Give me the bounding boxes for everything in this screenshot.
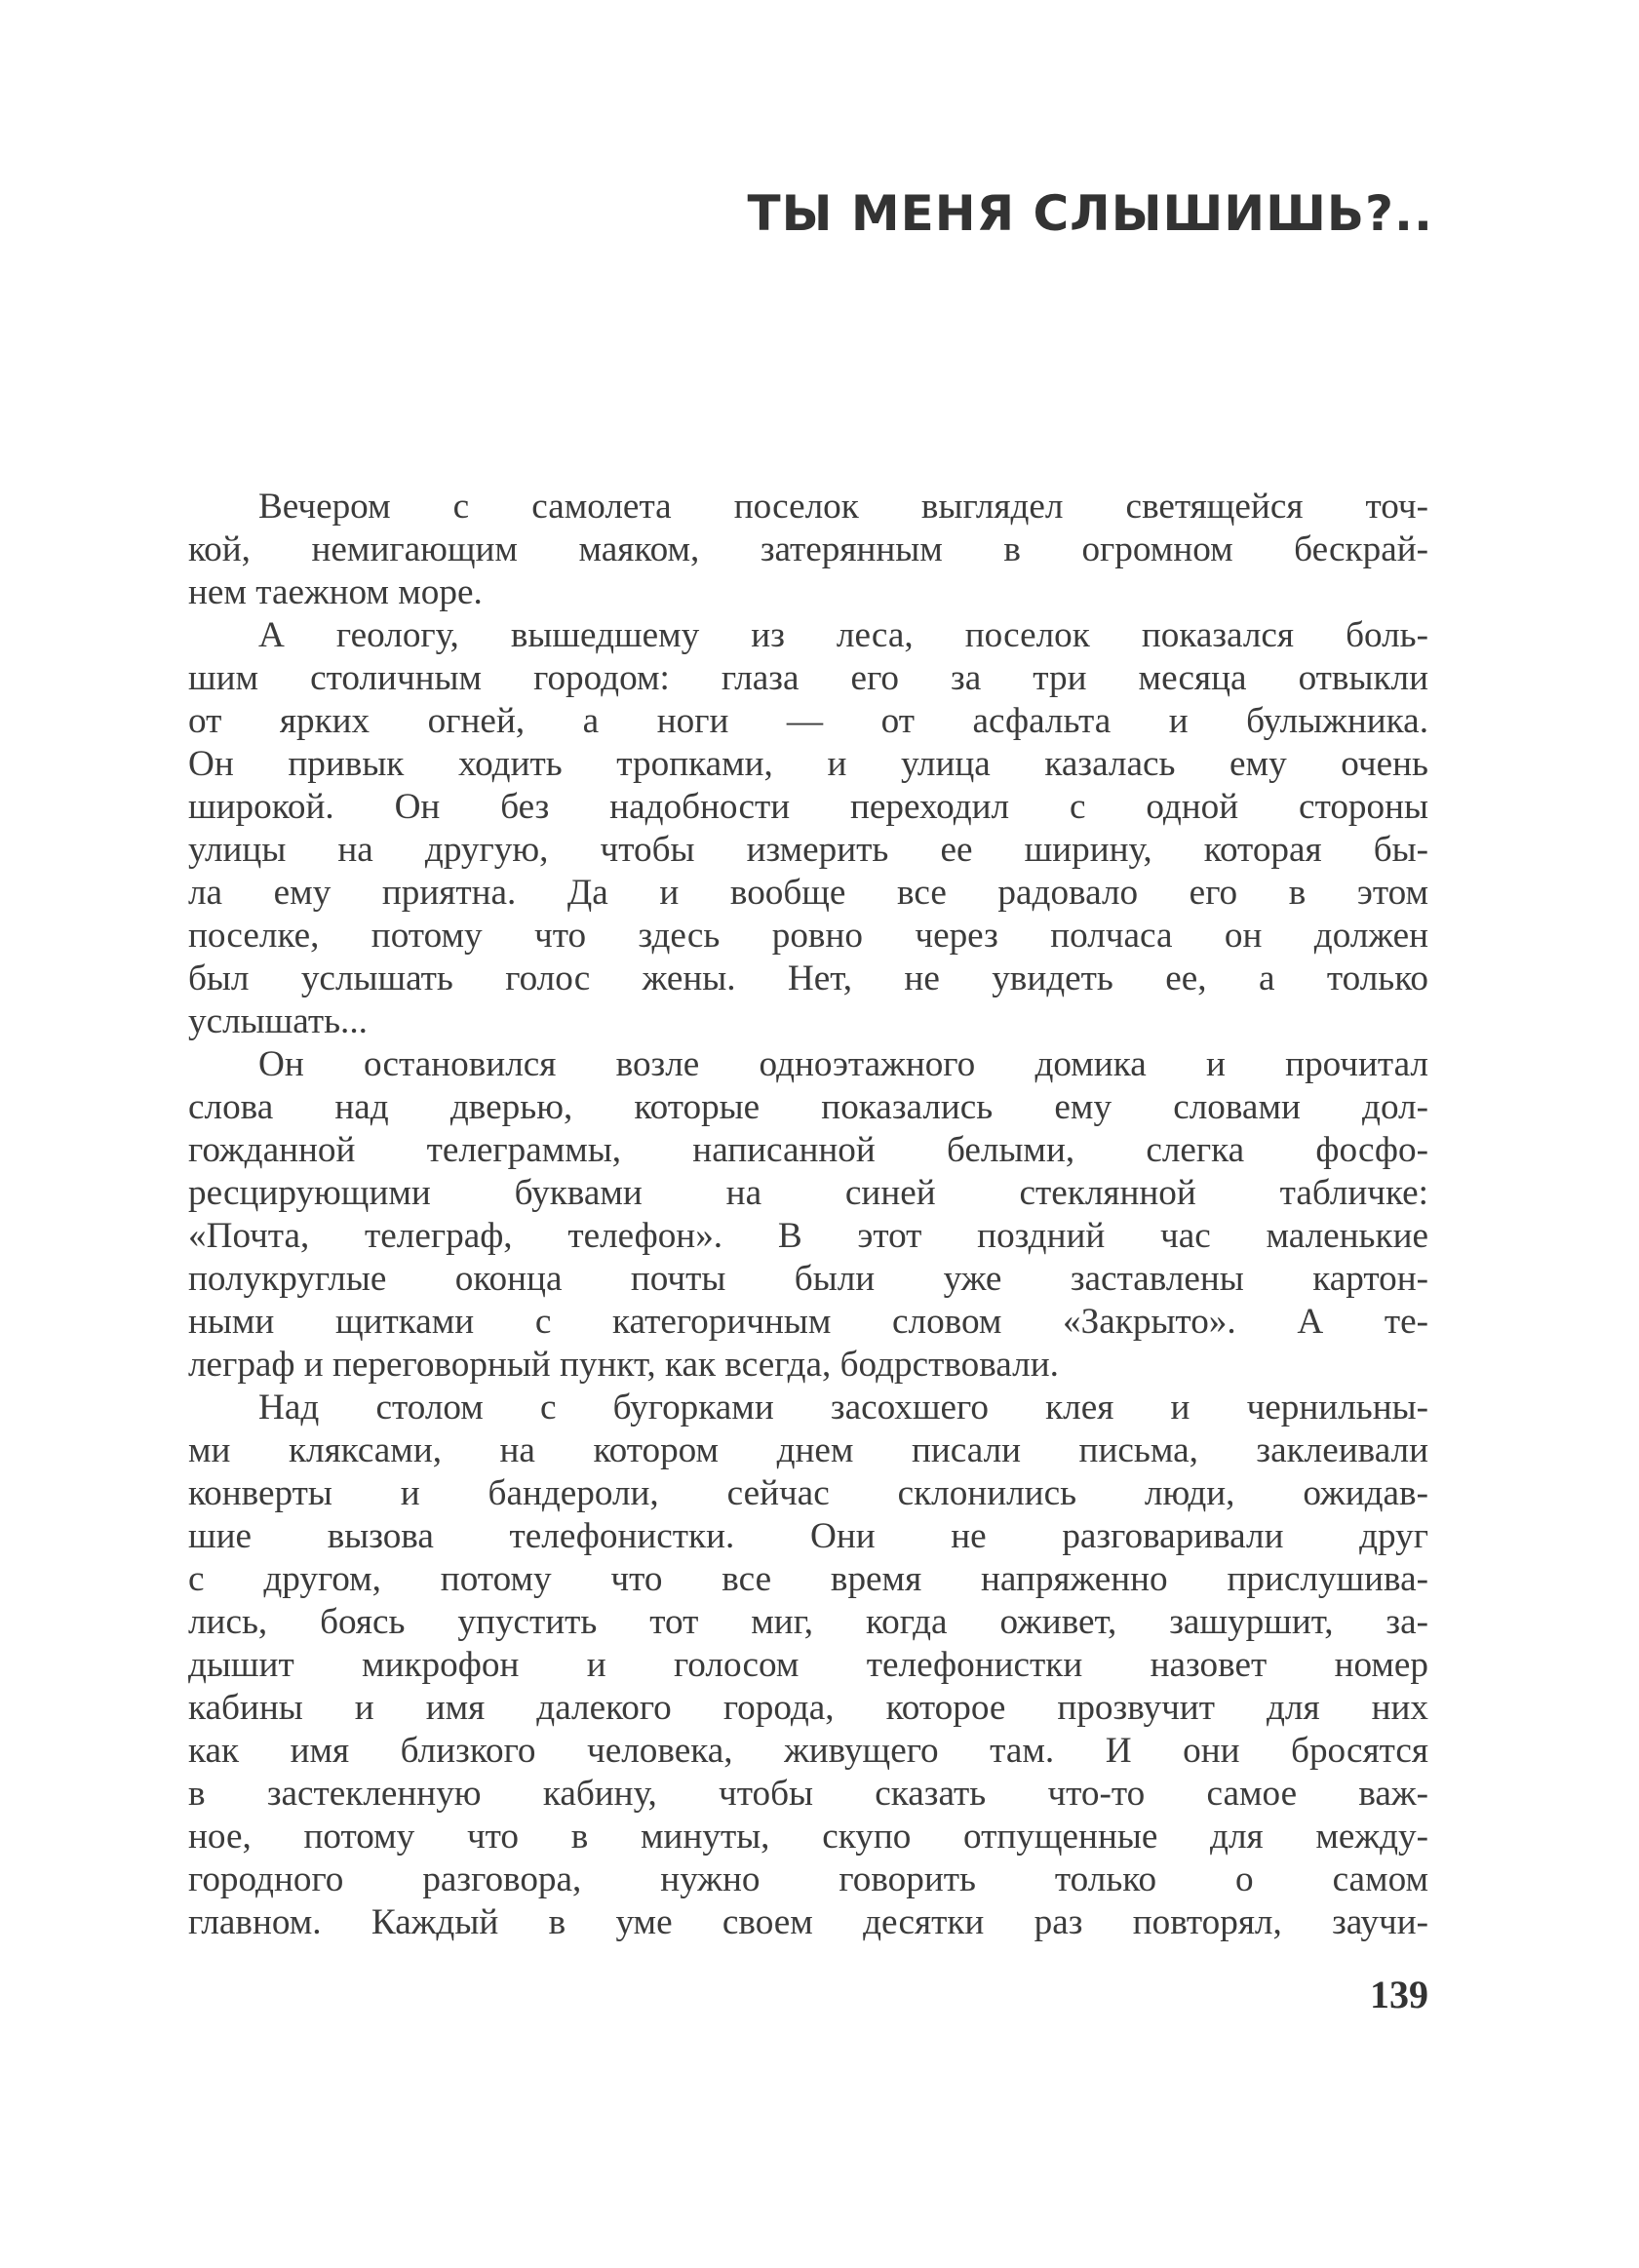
text-line: был услышать голос жены. Нет, не увидеть ее, а только (188, 958, 1428, 998)
text-line: ресцирующими буквами на синей стеклянной табличке: (188, 1173, 1428, 1213)
text-line: «Почта, телеграф, телефон». В этот поздний час маленькие (188, 1216, 1428, 1256)
text-line: городного разговора, нужно говорить только о самом (188, 1859, 1428, 1899)
text-line: с другом, потому что все время напряженно прислушива- (188, 1559, 1428, 1599)
text-line: улицы на другую, чтобы измерить ее ширину, которая бы- (188, 830, 1428, 870)
text-line: Вечером с самолета поселок выглядел светящейся точ- (258, 487, 1428, 527)
text-line: поселке, потому что здесь ровно через полчаса он должен (188, 916, 1428, 956)
text-line: кой, немигающим маяком, затерянным в огромном бескрай- (188, 529, 1428, 569)
text-line: ла ему приятна. Да и вообще все радовало его в этом (188, 873, 1428, 913)
text-line: широкой. Он без надобности переходил с одной стороны (188, 787, 1428, 827)
text-line: как имя близкого человека, живущего там. И они бросятся (188, 1731, 1428, 1771)
text-line: главном. Каждый в уме своем десятки раз повторял, заучи- (188, 1902, 1428, 1942)
paragraph (188, 614, 1428, 1043)
chapter-title: ТЫ МЕНЯ СЛЫШИШЬ?.. (747, 185, 1433, 242)
text-line: А геологу, вышедшему из леса, поселок показался боль- (258, 615, 1428, 655)
text-line: Над столом с бугорками засохшего клея и чернильны- (258, 1388, 1428, 1427)
text-line: ными щитками с категоричным словом «Закрыто». А те- (188, 1302, 1428, 1342)
text-line: гожданной телеграммы, написанной белыми, слегка фосфо- (188, 1130, 1428, 1170)
text-line: конверты и бандероли, сейчас склонились люди, ожидав- (188, 1473, 1428, 1513)
paragraph (188, 1387, 1428, 1944)
text-line: ми кляксами, на котором днем писали письма, заклеивали (188, 1430, 1428, 1470)
text-line: шие вызова телефонистки. Они не разговаривали друг (188, 1516, 1428, 1556)
text-line: кабины и имя далекого города, которое прозвучит для них (188, 1688, 1428, 1728)
text-line: леграф и переговорный пункт, как всегда, бодрствовали. (188, 1345, 1059, 1385)
text-line: ное, потому что в минуты, скупо отпущенные для между- (188, 1817, 1428, 1857)
body-text (188, 486, 1428, 1944)
text-line: полукруглые оконца почты были уже заставлены картон- (188, 1259, 1428, 1299)
text-line: дышит микрофон и голосом телефонистки назовет номер (188, 1645, 1428, 1685)
text-line: Он привык ходить тропками, и улица казалась ему очень (188, 744, 1428, 784)
text-line: в застекленную кабину, чтобы сказать что-то самое важ- (188, 1774, 1428, 1814)
text-line: услышать... (188, 1001, 368, 1041)
paragraph (188, 1043, 1428, 1387)
text-line: лись, боясь упустить тот миг, когда оживет, зашуршит, за- (188, 1602, 1428, 1642)
text-line: от ярких огней, а ноги — от асфальта и булыжника. (188, 701, 1428, 741)
page-number: 139 (1370, 1973, 1428, 2016)
text-line: слова над дверью, которые показались ему словами дол- (188, 1087, 1428, 1127)
paragraph (188, 486, 1428, 614)
text-line: шим столичным городом: глаза его за три месяца отвыкли (188, 658, 1428, 698)
text-line: нем таежном море. (188, 572, 483, 612)
text-line: Он остановился возле одноэтажного домика и прочитал (258, 1044, 1428, 1084)
